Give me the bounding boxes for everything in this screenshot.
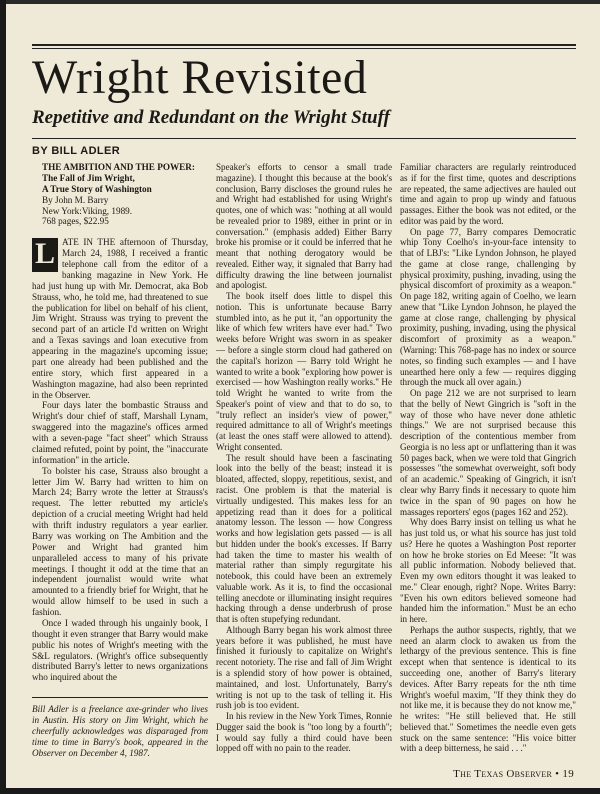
book-title-line3: A True Story of Washington <box>42 183 152 194</box>
bio-divider <box>32 697 208 758</box>
paragraph: In his review in the New York Times, Ronnie Dugger said the book is "too long by a fourth"; I would say fully a third could have been lopped off with no pain to the reader. <box>216 711 392 754</box>
paragraph: Although Barry began his work almost three years before it was published, he must have finished it furiously to capitalize on Wright's recent notoriety. The rise and fall of Jim Wright is a splendid story of how power is obtained, maintained, and lost. Unfortunately, Barry's writing is not up to the task of telling it. His rush job is too evident. <box>216 624 392 711</box>
paragraph: To bolster his case, Strauss also brought a letter Jim W. Barry had written to him on March 24; Barry wrote the letter at Strauss's request. The letter rebutted my article's depiction of a crucial meeting Wright had held with thrift industry regulators a year earlier. Barry was working on The Ambition and the Power and Wright had granted him unparalleled access to many of his private meetings. I thought it odd at the time that an independent journalist would write what amounted to a friendly brief for Wright, that he would allow himself to be used in such a fashion. <box>32 465 208 617</box>
column-3 <box>400 162 576 754</box>
book-author: By John M. Barry <box>42 194 109 205</box>
book-publisher: New York:Viking, 1989. <box>42 205 133 216</box>
article-subtitle: Repetitive and Redundant on the Wright Stuff <box>32 107 390 128</box>
paragraph: The result should have been a fascinating look into the belly of the beast; instead it is bloated, affected, sloppy, repetitious, sexist, and racist. One problem is that the material is virtually undigested. This makes less for an appetizing read than it does for a political anatomy lesson. The lesson — how Congress works and how legislation gets passed — is all but hidden under the book's excesses. If Barry had taken the time to master his wealth of material rather than simply regurgitate his notebook, this could have been an extremely valuable work. As it is, to find the occasional telling anecdote or illuminating insight requires hacking through a dense underbrush of prose that is often stupefying redundant. <box>216 452 392 625</box>
page-edge-left <box>0 0 6 794</box>
paragraph: Once I waded through his ungainly book, I thought it even stranger that Barry would make public his notes of Wright's meeting with the S&L regulators. (Wright's office subsequently distributed Barry's letter to news organizations who inquired about the <box>32 617 208 683</box>
footer-separator: • <box>552 768 563 780</box>
drop-cap: L <box>32 238 58 272</box>
byline: BY BILL ADLER <box>32 145 121 157</box>
header-rule-thin <box>32 48 576 49</box>
page-edge-top <box>0 0 600 4</box>
paragraph: On page 77, Barry compares Democratic whip Tony Coelho's in-your-face intensity to that of LBJ's: "Like Lyndon Johnson, he played the game at close range, challenging by physical proximity, pushing, invading, using the physical discomfort of proximity as a weapon." On page 182, writing again of Coelho, we learn anew that "Like Lyndon Johnson, he played the game at close range, challenging by physical proximity, pushing, invading, using the physical discomfort of proximity as a weapon." (Warning: This 768-page has no index or source notes, so finding such examples — and I have unearthed here only a few — requires digging through the muck all over again.) <box>400 226 576 388</box>
header-rule <box>32 44 576 46</box>
paragraph: Why does Barry insist on telling us what he has just told us, or what his source has just told us? Here he quotes a Washington Post reporter on how he broke stories on Ed Meese: "It was all public information. Nobody believed that. Even my own editors thought it was leaked to me." Clear enough, right? Nope. Writes Barry: "Even his own editors believed someone had handed him the information." Must be an echo in here. <box>400 517 576 625</box>
column-1 <box>32 162 208 759</box>
lead-paragraph <box>32 237 208 400</box>
publication-name: The Texas Observer <box>453 768 553 780</box>
page-footer <box>453 768 574 780</box>
paragraph: Four days later the bombastic Strauss and Wright's dour chief of staff, Marshall Lynam, swaggered into the magazine's offices armed with a seven-page "fact sheet" which Strauss claimed refuted, point by point, the "inaccurate information" in the article. <box>32 400 208 465</box>
lead-text: afternoon of Thursday, March 24, 1988, I received a frantic telephone call from the editor of a banking magazine in New York. He had just hung up with Mr. Democrat, aka Bob Strauss, who, he told me, had threatened to sue the publication for libel on behalf of his client, Jim Wright. Strauss was trying to prevent the second part of an article I'd written on Wright and a Texas savings and loan executive from appearing in the magazine's upcoming issue; part one already had been published and the entire story, which first appeared in a Washington magazine, had also been reprinted in the Observer. <box>32 237 208 400</box>
lead-caps: ATE IN THE <box>62 237 116 248</box>
author-bio: Bill Adler is a freelance axe-grinder who lives in Austin. His story on Jim Wright, which he cheerfully acknowledges was disparaged from time to time in Barry's book, appeared in the Observer on December 4, 1987. <box>32 704 208 758</box>
page-edge-bottom <box>0 788 600 794</box>
page-number: 19 <box>562 768 574 780</box>
book-pages-price: 768 pages, $22.95 <box>42 216 109 227</box>
book-title-line1: THE AMBITION AND THE POWER: <box>42 162 195 172</box>
paragraph: On page 212 we are not surprised to learn that the belly of Newt Gingrich is "soft in the way of those who have never done athletic things." We are not surprised because this description of the contentious member from Georgia is no less apt or unflattering than it was 50 pages back, when we were told that Gingrich possesses "the somewhat overweight, soft body of an academic." Speaking of Gingrich, it isn't clear why Barry finds it necessary to quote him twice in the span of 90 pages on how he massages reporters' egos (pages 162 and 252). <box>400 388 576 517</box>
paragraph: Perhaps the author suspects, rightly, that we need an alarm clock to awaken us from the lethargy of the previous sentence. This is fine except when that sentence is identical to its succeeding one, another of Barry's literary devices. After Barry repeats for the nth time Wright's woeful maxim, "If they think they do not like me, it is because they do not know me," he writes: "He still believed that. He still believed that." Sometimes the needle even gets stuck on the same sentence: "His voice bitter with a deep bitterness, he said . . ." <box>400 624 576 754</box>
article-title: Wright Revisited <box>32 51 368 104</box>
subtitle-rule <box>32 138 576 139</box>
paragraph: Familiar characters are regularly reintroduced as if for the first time, quotes and descriptions are repeated, the same adjectives are hauled out time and again to prop up windy and fatuous passages. Either the book was not edited, or the editor was paid by the word. <box>400 162 576 226</box>
paragraph: The book itself does little to dispel this notion. This is unfortunate because Barry stumbled into, as he put it, "an opportunity the like of which few writers have ever had." Two weeks before Wright was sworn in as speaker — before a single storm cloud had gathered on the capital's horizon — Barry told Wright he wanted to write a book "exploring how power is exercised — how Washington really works." He told Wright he wanted to write from the Speaker's point of view and that to do so, to "truly reflect an insider's view of power," required admittance to all of Wright's meetings (at least the ones staff were allowed to attend). Wright consented. <box>216 291 392 452</box>
column-2 <box>216 162 392 754</box>
book-title-line2: The Fall of Jim Wright, <box>42 172 135 183</box>
paragraph: Speaker's efforts to censor a small trade magazine). I thought this because at the book's conclusion, Barry discloses the ground rules he and Wright had established for using Wright's quotes, one of which was: "nothing at all would be revealed prior to 1989, either in print or in conversation." (emphasis added) Either Barry broke his promise or it could be inferred that he meant that nothing derogatory would be revealed. Either way, it signaled that Barry had difficulty drawing the line between journalist and apologist. <box>216 162 392 291</box>
